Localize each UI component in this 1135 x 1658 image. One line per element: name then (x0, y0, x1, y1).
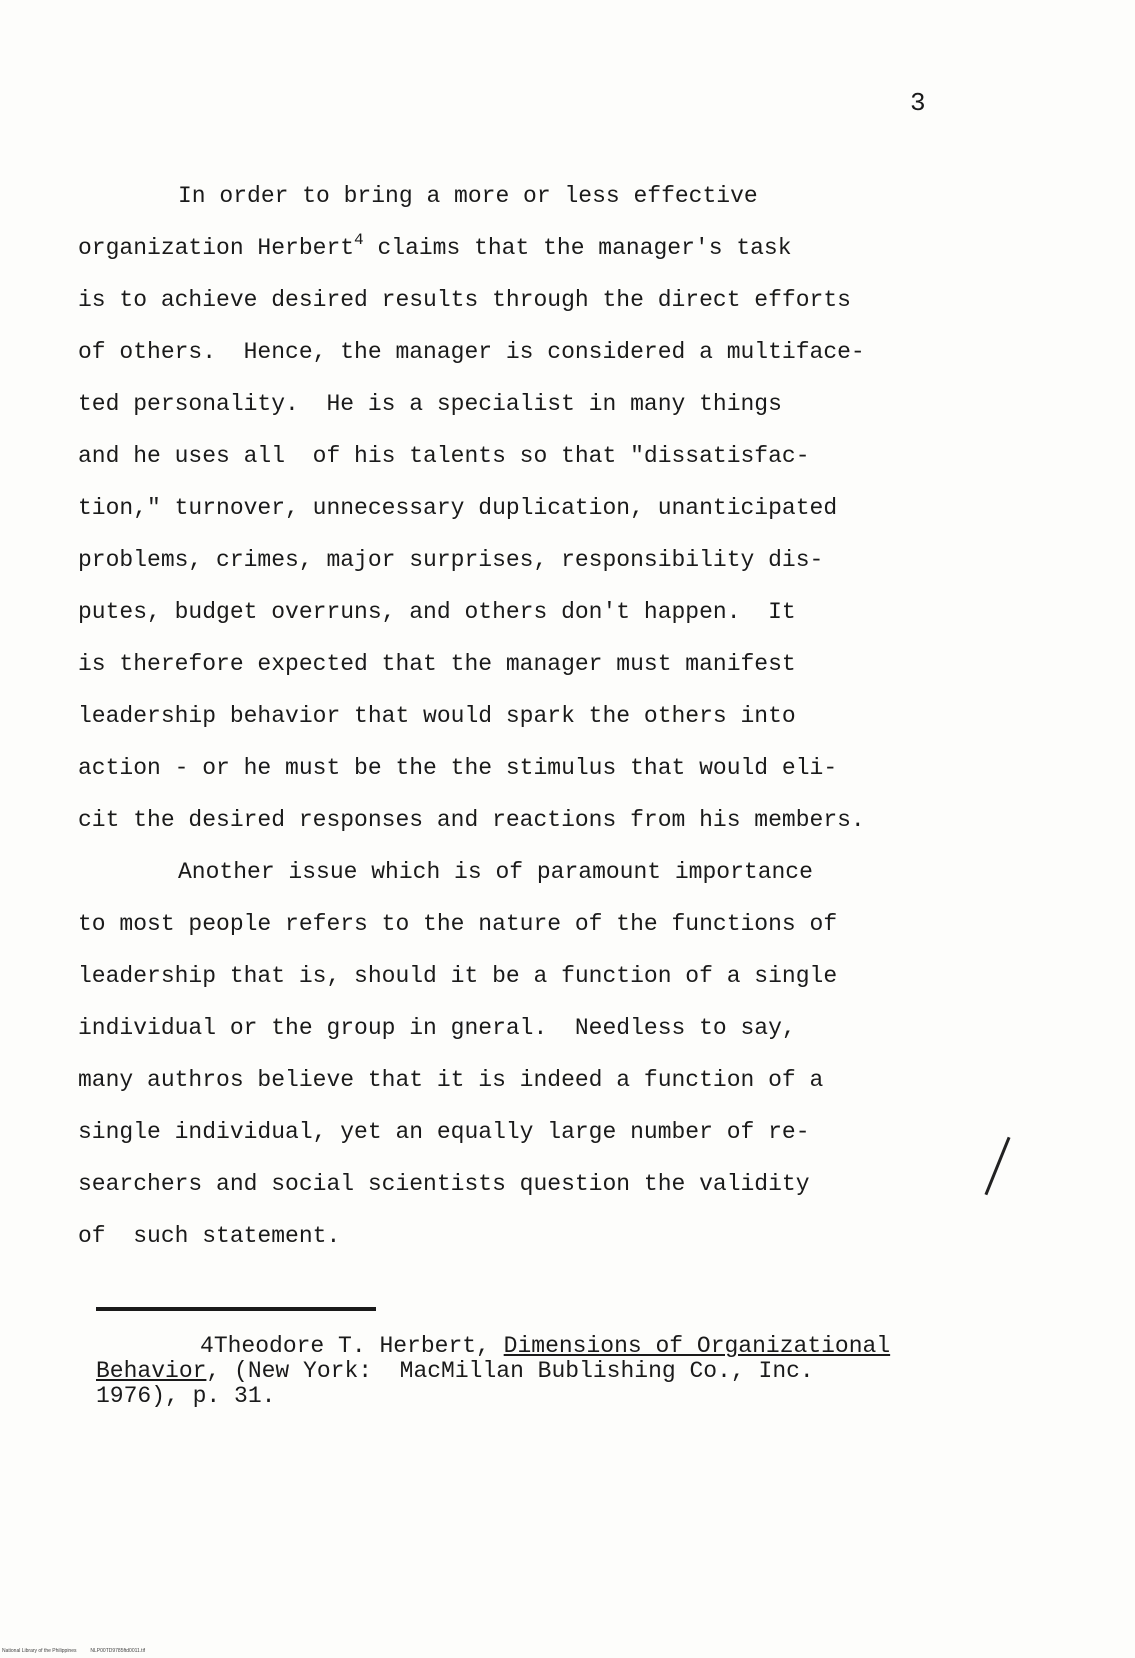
paragraph-2-line: individual or the group in gneral. Needless to say, (78, 1015, 796, 1041)
footnote-line (96, 1359, 976, 1384)
paragraph-1-line: of others. Hence, the manager is considered a multiface- (78, 339, 865, 365)
archive-stamp: National Library of the Philippines NLP00TD9785ftd0011.tif (2, 1648, 146, 1654)
pencil-mark (984, 1137, 1010, 1196)
paragraph-1-line: cit the desired responses and reactions from his members. (78, 807, 865, 833)
paragraph-1-line: In order to bring a more or less effective (178, 183, 758, 209)
paragraph-1-line: action - or he must be the the stimulus that would eli- (78, 755, 838, 781)
footnote-title: Behavior (96, 1358, 207, 1384)
paragraph-2-line: leadership that is, should it be a function of a single (78, 963, 838, 989)
footnote-title: Dimensions of Organizational (503, 1333, 891, 1359)
paragraph-1-line: is therefore expected that the manager must manifest (78, 651, 796, 677)
paragraph-1-line: tion," turnover, unnecessary duplication, unanticipated (78, 495, 838, 521)
footnote (96, 1334, 976, 1409)
paragraph-1-line: problems, crimes, major surprises, responsibility dis- (78, 547, 824, 573)
paragraph-1-line: organization Herbert$^4$ claims that the manager's task (78, 231, 792, 261)
footnote-number: 4 (200, 1333, 214, 1359)
footnote-reference: 4 (354, 231, 364, 249)
paragraph-2-line: single individual, yet an equally large number of re- (78, 1119, 810, 1145)
paragraph-2-line: many authros believe that it is indeed a function of a (78, 1067, 824, 1093)
paragraph-2-line: searchers and social scientists question the validity (78, 1171, 810, 1197)
paragraph-1-line: is to achieve desired results through the direct efforts (78, 287, 851, 313)
footnote-divider (96, 1307, 376, 1311)
paragraph-1-line: putes, budget overruns, and others don't happen. It (78, 599, 796, 625)
paragraph-2-line: Another issue which is of paramount importance (178, 859, 813, 885)
footnote-publisher: , (New York: MacMillan Bublishing Co., Inc. (206, 1358, 814, 1384)
paragraph-1-line: and he uses all of his talents so that "dissatisfac- (78, 443, 810, 469)
footnote-line (96, 1334, 976, 1359)
paragraph-2-line: of such statement. (78, 1223, 341, 1249)
footnote-author: Theodore T. Herbert, (213, 1333, 504, 1359)
page-number: 3 (910, 88, 926, 118)
paragraph-1-line: leadership behavior that would spark the others into (78, 703, 796, 729)
paragraph-1-line: ted personality. He is a specialist in many things (78, 391, 782, 417)
body-text (78, 170, 938, 1262)
paragraph-2-line: to most people refers to the nature of the functions of (78, 911, 838, 937)
footnote-line: 1976), p. 31. (96, 1383, 276, 1409)
